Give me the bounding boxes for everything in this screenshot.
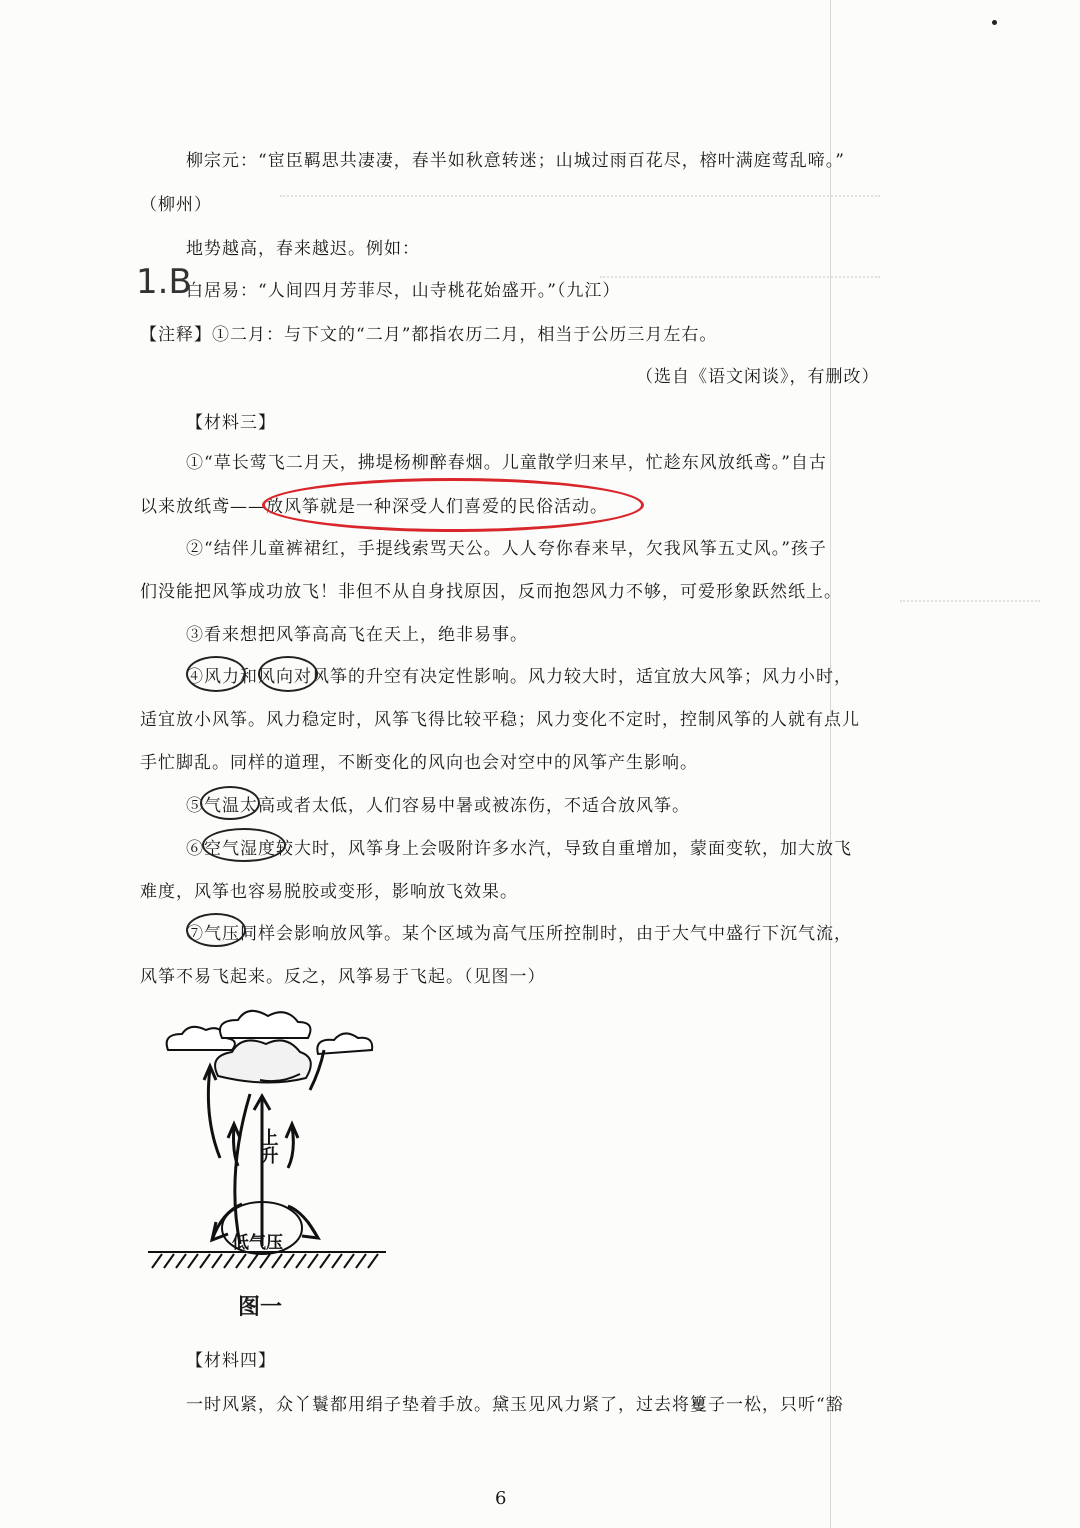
text-line: ③看来想把风筝高高飞在天上，绝非易事。	[186, 625, 528, 645]
text-line: 地势越高，春来越迟。例如：	[186, 239, 420, 259]
text-line: ⑦气压同样会影响放风筝。某个区域为高气压所控制时，由于大气中盛行下沉气流，	[186, 924, 852, 944]
text-line: ②“结伴儿童裤裙红，手提线索骂天公。人人夸你春来早，欠我风筝五丈风。”孩子	[186, 539, 827, 559]
text-line: （柳州）	[140, 195, 212, 215]
fold-line	[830, 0, 831, 1528]
cloud-icon	[167, 1011, 373, 1083]
pen-circle-annotation	[202, 828, 286, 862]
pen-circle-annotation	[200, 786, 260, 820]
source-note: （选自《语文闲谈》，有删改）	[636, 367, 880, 387]
label-rising: 上升	[257, 1128, 279, 1164]
text-line: 手忙脚乱。同样的道理，不断变化的风向也会对空中的风筝产生影响。	[140, 753, 698, 773]
pen-circle-annotation	[258, 656, 318, 692]
section-heading: 【材料四】	[186, 1351, 276, 1371]
text-line: ④风力和风向对风筝的升空有决定性影响。风力较大时，适宜放大风筝；风力小时，	[186, 667, 852, 687]
text-line: 一时风紧，众丫鬟都用绢子垫着手放。黛玉见风力紧了，过去将籰子一松，只听“豁	[186, 1395, 844, 1415]
text-line: ①“草长莺飞二月天，拂堤杨柳醉春烟。儿童散学归来早，忙趁东风放纸鸢。”自古	[186, 453, 827, 473]
low-pressure-diagram	[140, 1008, 400, 1278]
text-line: 适宜放小风筝。风力稳定时，风筝飞得比较平稳；风力变化不定时，控制风筝的人就有点儿	[140, 710, 860, 730]
text-line: 【注释】①二月：与下文的“二月”都指农历二月，相当于公历三月左右。	[140, 325, 718, 345]
bleed-through-scribble	[900, 540, 1040, 602]
bleed-through-scribble	[600, 250, 880, 278]
text-line: 风筝不易飞起来。反之，风筝易于飞起。（见图一）	[140, 967, 546, 987]
pen-circle-annotation	[186, 656, 246, 692]
page-number: 6	[495, 1488, 507, 1509]
text-line: 柳宗元：“宦臣羁思共凄凄，春半如秋意转迷；山城过雨百花尽，榕叶满庭莺乱啼。”	[186, 151, 845, 171]
label-low-pressure: 低气压	[232, 1233, 283, 1253]
red-circle-annotation	[262, 478, 644, 532]
handwritten-mark: 1.B	[136, 262, 192, 302]
text-line: 以来放纸鸢——放风筝就是一种深受人们喜爱的民俗活动。	[140, 497, 608, 517]
text-line: 们没能把风筝成功放飞！非但不从自身找原因，反而抱怨风力不够，可爱形象跃然纸上。	[140, 582, 842, 602]
section-heading: 【材料三】	[186, 413, 276, 433]
ink-dot	[992, 20, 997, 25]
figure-caption: 图一	[238, 1295, 283, 1320]
pen-circle-annotation	[186, 913, 246, 947]
text-line: 白居易：“人间四月芳菲尽，山寺桃花始盛开。”（九江）	[186, 281, 621, 301]
text-line: 难度，风筝也容易脱胶或变形，影响放飞效果。	[140, 882, 518, 902]
text-line: ⑥空气湿度较大时，风筝身上会吸附许多水汽，导致自重增加，蒙面变软，加大放飞	[186, 839, 852, 859]
text-line: ⑤气温太高或者太低，人们容易中暑或被冻伤，不适合放风筝。	[186, 796, 690, 816]
